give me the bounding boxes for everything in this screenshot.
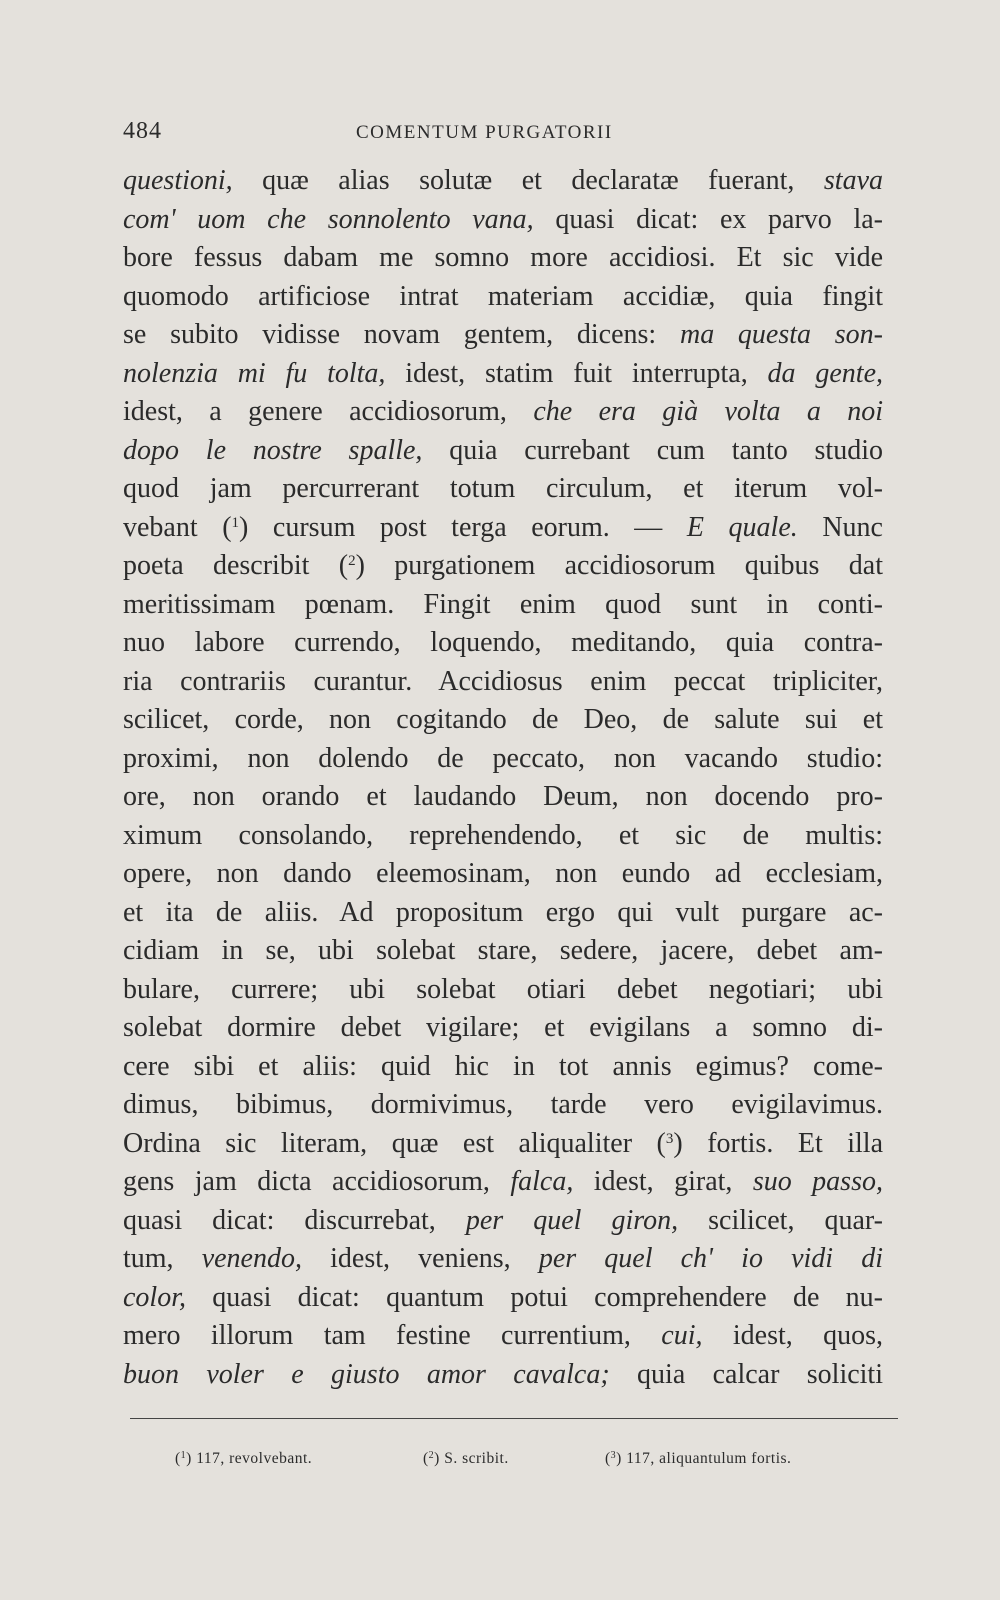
text-segment: poeta describit ( [123,550,349,581]
text-segment: ) fortis. Et illa [673,1127,884,1159]
text-segment: scilicet, quar- [678,1204,883,1236]
text-line [123,1317,883,1356]
text-line [123,547,883,586]
text-line [123,162,883,201]
text-line [123,932,883,971]
text-line [123,701,883,740]
italic-quotation: per quel giron, [465,1204,679,1236]
page-number: 484 [123,118,162,144]
text-segment: quæ alias solutæ et declaratæ fuerant, [232,165,824,196]
footnote-reference: 3 [665,1130,674,1147]
footnote-paren-close: ) [434,1450,440,1467]
text-segment: meritissimam pœnam. Fingit enim quod sunt in conti- [123,588,883,620]
italic-quotation: nolenzia mi fu tolta, [123,357,386,389]
text-line [123,239,883,278]
text-line [123,894,883,933]
text-line [123,740,883,779]
text-line [123,470,883,509]
footnote-text: S. scribit. [439,1450,509,1467]
running-title: COMENTUM PURGATORII [356,122,613,143]
text-line [123,663,883,702]
text-line [123,1240,883,1279]
footnote-1 [175,1450,312,1468]
text-segment: quomodo artificiose intrat materiam accidiæ, quia fingit [123,280,883,312]
text-segment: quod jam percurrerant totum circulum, et iterum vol- [123,473,883,504]
footnote-reference: 2 [348,553,356,569]
footnote-paren-open: ( [605,1450,611,1467]
text-line [123,1163,883,1202]
text-segment: nuo labore currendo, loquendo, meditando, quia contra- [123,627,883,658]
text-line [123,1356,883,1395]
text-segment: ximum consolando, reprehendendo, et sic de multis: [123,819,883,851]
text-line [123,778,883,817]
text-line [123,1125,883,1164]
text-segment: et ita de aliis. Ad propositum ergo qui vult purgare ac- [123,896,883,928]
text-segment: Ordina sic literam, quæ est aliqualiter ( [123,1127,666,1159]
text-line [123,509,883,548]
footnote-mark: 1 [180,1450,187,1461]
text-line [123,855,883,894]
italic-quotation: che era già volta a noi [533,396,883,427]
text-line [123,432,883,471]
text-line [123,624,883,663]
text-segment: idest, a genere accidiosorum, [123,396,534,427]
text-line [123,1048,883,1087]
footnote-paren-close: ) [186,1450,192,1467]
text-segment: idest, statim fuit interrupta, [385,357,768,389]
text-segment: ria contrariis curantur. Accidiosus enim peccat tripliciter, [123,665,883,697]
italic-quotation: E quale. [686,511,798,543]
italic-quotation: ma questa son- [679,319,884,350]
italic-quotation: color, [123,1281,186,1313]
footnote-rule [130,1418,898,1419]
italic-quotation: da gente, [767,357,883,389]
text-segment: ) cursum post terga eorum. — [239,511,687,543]
italic-quotation: stava [823,165,883,196]
text-line [123,278,883,317]
text-line [123,1086,883,1125]
footnote-text: 117, aliquantulum fortis. [621,1450,792,1467]
italic-quotation: venendo, [201,1243,302,1274]
footnote-paren-close: ) [616,1450,622,1467]
text-segment: tum, [123,1243,202,1274]
text-line [123,316,883,355]
text-segment: cidiam in se, ubi solebat stare, sedere, jacere, debet am- [123,935,883,966]
text-line [123,1009,883,1048]
italic-quotation: per quel ch' io vidi di [538,1243,883,1274]
text-segment: dimus, bibimus, dormivimus, tarde vero evigilavimus. [123,1089,883,1120]
footnote-reference: 1 [231,514,240,531]
text-line [123,971,883,1010]
text-segment: quasi dicat: discurrebat, [123,1204,466,1236]
italic-quotation: com' uom che sonnolento vana, [123,203,534,235]
text-segment: ore, non orando et laudando Deum, non docendo pro- [123,781,883,812]
text-segment: quasi dicat: quantum potui comprehendere de nu- [186,1281,883,1313]
text-segment: quia calcar soliciti [609,1358,883,1390]
text-segment: scilicet, corde, non cogitando de Deo, de salute sui et [123,704,883,735]
text-segment: gens jam dicta accidiosorum, [123,1166,511,1197]
footnote-mark: 3 [610,1450,617,1461]
text-segment: mero illorum tam festine currentium, [123,1320,662,1351]
running-head [123,118,883,148]
text-segment: quasi dicat: ex parvo la- [533,203,883,235]
text-segment: solebat dormire debet vigilare; et evigilans a somno di- [123,1012,883,1043]
footnote-mark: 2 [428,1450,435,1461]
footnote-paren-open: ( [175,1450,181,1467]
text-segment: cere sibi et aliis: quid hic in tot annis egimus? come- [123,1050,883,1082]
text-line [123,355,883,394]
italic-quotation: suo passo, [752,1166,883,1197]
text-segment: idest, girat, [573,1166,753,1197]
text-segment: idest, quos, [702,1320,884,1351]
text-line [123,1279,883,1318]
text-segment: vebant ( [123,511,232,543]
italic-quotation: buon voler e giusto amor cavalca; [123,1358,610,1390]
text-line [123,1202,883,1241]
italic-quotation: dopo le nostre spalle, [123,434,423,466]
text-line [123,817,883,856]
text-segment: se subito vidisse novam gentem, dicens: [123,319,680,350]
text-segment: bulare, currere; ubi solebat otiari debet negotiari; ubi [123,973,883,1005]
italic-quotation: cui, [661,1320,703,1351]
text-segment: bore fessus dabam me somno more accidiosi. Et sic vide [123,242,883,273]
footnote-text: 117, revolvebant. [191,1450,313,1467]
italic-quotation: falca, [510,1166,574,1197]
footnote-2 [423,1450,509,1468]
text-line [123,393,883,432]
commentary-body [123,162,883,1394]
footnote-3 [605,1450,791,1468]
footnote-paren-open: ( [423,1450,429,1467]
text-line [123,586,883,625]
text-segment: proximi, non dolendo de peccato, non vacando studio: [123,742,883,774]
text-segment: opere, non dando eleemosinam, non eundo ad ecclesiam, [123,858,883,889]
text-segment: quia currebant cum tanto studio [422,434,883,466]
text-segment: Nunc [797,511,883,543]
text-line [123,201,883,240]
text-segment: ) purgationem accidiosorum quibus dat [355,550,883,581]
italic-quotation: questioni, [123,165,233,196]
text-segment: idest, veniens, [302,1243,539,1274]
